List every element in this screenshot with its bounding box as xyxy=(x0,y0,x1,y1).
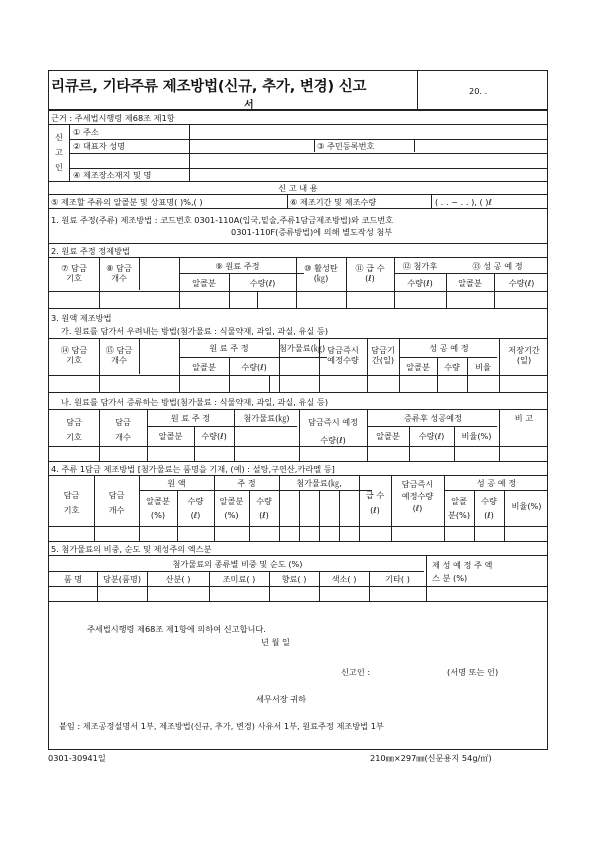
s3a-immediate-header: 담금즉시 예정수량 xyxy=(327,345,359,365)
s3a-tank-header: ⑭ 담금 기호 xyxy=(60,345,88,365)
s3b-raw-header: 원 료 주 정 xyxy=(170,413,211,423)
s3b-after-header: 증류후 성공예정 xyxy=(404,413,462,423)
s2-water-header: ⑪ 급 수 (ℓ) xyxy=(355,263,385,283)
s3a-expected-header: 성 공 예 정 xyxy=(429,343,469,353)
section-2-table xyxy=(49,258,547,309)
s4-exp-qty-header: 수량 (ℓ) xyxy=(481,496,497,520)
section-3a-table xyxy=(49,339,547,393)
section-2-title xyxy=(49,244,547,258)
s3a-e-ratio-header: 비율 xyxy=(475,362,491,372)
s4-add-header: 첨가물료(㎏, xyxy=(296,478,342,488)
recipient: 세무서장 귀하 xyxy=(256,694,307,704)
section3-sub-a: 가. 원료를 담가서 우려내는 방법(첨가물료 : 식물약재, 과일, 과실, 유실 등) xyxy=(61,326,329,336)
s3a-e-qty-header: 수량 xyxy=(444,362,460,372)
s4-water-header: 급 수 (ℓ) xyxy=(365,490,385,515)
form-title: 리큐르, 기타주류 제조방법(신규, 추가, 변경) 신고 xyxy=(51,79,367,95)
s4-orig-alc-header: 알콜분 (%) xyxy=(146,496,170,520)
s2-qty-header: 수량(ℓ) xyxy=(249,278,276,288)
declaration-statement: 주세법시행령 제68조 제1항에 의하여 신고합니다. xyxy=(87,624,266,634)
s5-types-header: 첨가물료의 종류별 비중 및 순도 (%) xyxy=(172,559,303,569)
section-4-table xyxy=(49,476,547,542)
section3-title: 3. 원액 제조방법 xyxy=(51,313,112,323)
s3a-e-alc-header: 알콜분 xyxy=(406,362,430,372)
s2-alc-header: 알콜분 xyxy=(192,278,216,288)
s2-tank-header: ⑦ 담금 기호 xyxy=(61,263,87,283)
section-3b-title xyxy=(49,393,547,410)
section2-title: 2. 원료 주정 정제방법 xyxy=(51,246,130,256)
s3a-alc-header: 알콜분 xyxy=(192,362,216,372)
section5-title: 5. 첨가물료의 비중, 순도 및 제성주의 엑스분 xyxy=(51,544,212,554)
section-3-title xyxy=(49,309,547,339)
footer-paper: 210㎜×297㎜(신문용지 54g/㎡) xyxy=(370,753,492,763)
s2-carbon-header: ⑩ 활성탄 (㎏) xyxy=(304,263,338,283)
s2-e-qty-header: 수량(ℓ) xyxy=(508,278,535,288)
s3b-count-header: 담금 개수 xyxy=(115,417,131,442)
form-title-tail: 서 xyxy=(244,100,254,111)
s3b-note-header: 비 고 xyxy=(514,413,534,423)
section3-sub-b: 나. 원료를 담가서 증류하는 방법(첨가물료 : 식물약재, 과일, 과실, 유실 등) xyxy=(61,397,329,407)
section1-line1: 1. 원료 주정(주류) 제조방법 : 코드번호 0301-110A(입국,밑술,주류1담금제조방법)와 코드번호 xyxy=(51,215,394,225)
attachments: 붙임 : 제조공정설명서 1부, 제조방법(신규, 추가, 변경) 사유서 1부, 원료주정 제조방법 1부 xyxy=(59,721,384,731)
s3b-e-alc-header: 알콜분 xyxy=(376,431,400,441)
s5-col-color: 색소( ) xyxy=(331,574,357,584)
s4-spirit-alc-header: 알콜분 (%) xyxy=(219,496,244,520)
s3b-qty-header: 수량(ℓ) xyxy=(201,431,227,441)
item6-value: ( . . ~ . . ), ( )ℓ xyxy=(435,197,492,207)
s5-col-seasoning: 조미료( ) xyxy=(222,574,256,584)
section-5-title xyxy=(49,542,547,556)
s3a-add-header: 첨가물료(㎏) xyxy=(279,343,326,353)
footer-code: 0301-30941일 xyxy=(48,753,106,763)
applicant-section xyxy=(49,125,547,182)
legal-basis xyxy=(49,111,547,125)
section4-title: 4. 주류 1담금 제조방법 [첨가물료는 품명을 기재, (예) : 설탕,구연산,카라멜 등] xyxy=(51,464,335,474)
s3a-qty-header: 수량(ℓ) xyxy=(241,362,267,372)
s2-add-header-2: 수량(ℓ) xyxy=(407,278,433,288)
s5-col-etc: 기타( ) xyxy=(385,574,410,584)
declaration-date: 년 월 일 xyxy=(261,637,290,647)
items-5-6 xyxy=(49,195,547,209)
s3a-storage-header: 저장기간 (일) xyxy=(508,345,540,365)
s2-add-header-1: ⑫ 첨가후 xyxy=(402,261,438,271)
s3a-raw-header: 원 료 주 정 xyxy=(209,343,249,353)
s4-orig-qty-header: 수량 (ℓ) xyxy=(187,496,204,520)
form-header xyxy=(49,71,547,111)
s5-col-acid: 산분( ) xyxy=(165,574,191,584)
s3b-tank-header: 담금 기호 xyxy=(66,417,82,442)
content-header-text: 신 고 내 용 xyxy=(278,183,318,193)
s4-expected-header: 성 공 예 정 xyxy=(476,478,517,488)
s3b-immediate-header: 담금즉시 예정 수량(ℓ) xyxy=(307,417,359,445)
s5-col-name: 품 명 xyxy=(63,574,83,584)
applicant-label: 신 고 인 xyxy=(55,132,63,172)
section-4-title xyxy=(49,462,547,476)
signer-label: 신고인 : xyxy=(341,667,371,677)
s3a-period-header: 담금기 간(일) xyxy=(371,345,395,365)
s3a-count-header: ⑮ 담금 개수 xyxy=(105,345,133,365)
s4-exp-ratio-header: 비율(%) xyxy=(511,501,542,511)
s4-count-header: 담금 개수 xyxy=(108,490,125,515)
s2-e-alc-header: 알콜분 xyxy=(458,278,482,288)
item6-label: ⑥ 제조기간 및 제조수량 xyxy=(290,197,377,207)
s4-spirit-qty-header: 수량 (ℓ) xyxy=(256,496,272,520)
form-date: 20. . xyxy=(469,86,488,96)
sign-note: (서명 또는 인) xyxy=(447,667,499,677)
s3b-e-ratio-header: 비율(%) xyxy=(461,431,492,441)
item5-label: ⑤ 제조할 주류의 알콜분 및 상표명( )%,( ) xyxy=(51,197,203,207)
s2-expected-header: ⑬ 성 공 예 정 xyxy=(472,261,523,271)
s3b-alc-header: 알콜분 xyxy=(158,431,183,441)
section-5-table xyxy=(49,556,547,602)
section-1 xyxy=(49,209,547,244)
s5-extract-header: 제 성 예 정 주 액 스 분 (%) xyxy=(432,560,493,583)
rep-name-label: ② 대표자 성명 xyxy=(73,141,126,151)
content-header xyxy=(49,182,547,195)
declaration-form xyxy=(48,70,548,750)
address-label: ① 주소 xyxy=(73,127,99,137)
s3b-add-header: 첨가물료(㎏) xyxy=(243,413,290,423)
s4-orig-header: 원 액 xyxy=(167,478,186,488)
s5-col-sugar: 당분(품명) xyxy=(102,574,142,584)
s4-exp-alc-header: 알콜 분(%) xyxy=(447,496,471,520)
s2-raw-header: ⑨ 원료 주정 xyxy=(215,261,260,271)
factory-label: ④ 제조장소재지 및 명 xyxy=(73,170,152,180)
s2-count-header: ⑧ 담금 개수 xyxy=(106,263,132,283)
resident-no-label: ③ 주민등록번호 xyxy=(317,141,375,151)
section1-line2: 0301-110F(증류방법)에 의해 별도작성 첨부 xyxy=(231,227,393,237)
s3b-e-qty-header: 수량(ℓ) xyxy=(418,431,445,441)
s4-spirit-header: 주 정 xyxy=(237,478,256,488)
section-3b-table xyxy=(49,410,547,462)
s4-immediate-header: 담금즉시 예정수량 (ℓ) xyxy=(401,479,434,513)
s5-col-flavor: 향료( ) xyxy=(281,574,307,584)
s4-tank-header: 담금 기호 xyxy=(63,490,80,515)
legal-basis-text: 근거 : 주세법시행령 제68조 제1항 xyxy=(51,113,175,123)
